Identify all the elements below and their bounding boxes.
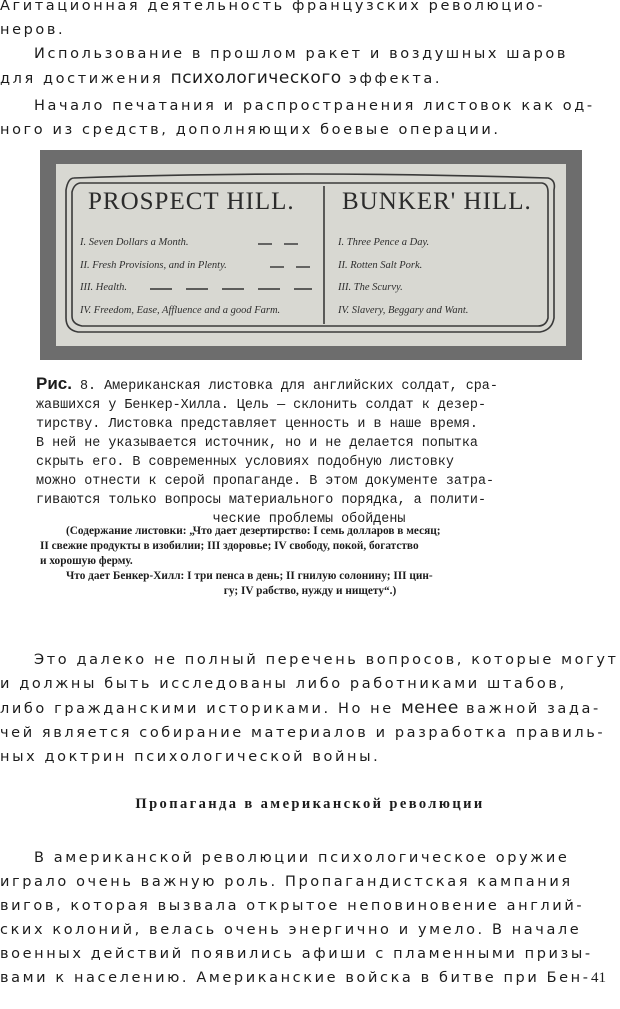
- text-fragment: либо гражданскими историками. Но не: [0, 701, 394, 717]
- caption-line: можно отнести к серой пропаганде. В этом документе затра-: [36, 474, 495, 489]
- intro-list: [0, 42, 606, 91]
- text-fragment: для достижения: [0, 71, 164, 87]
- leaflet-left-item: I. Seven Dollars a Month.: [80, 237, 189, 248]
- caption-text: 8. Американская листовка для английских солдат, сра-: [71, 379, 498, 394]
- text-fragment: психологического: [170, 68, 342, 88]
- intro-list: [0, 94, 606, 142]
- text-line: ских колоний, велась очень энергично и умело. В начале: [0, 922, 582, 938]
- caption-line: гиваются только вопросы материального порядка, а полити-: [36, 493, 486, 508]
- text-line: Начало печатания и распространения листовок как од-: [34, 98, 595, 114]
- caption-line: [36, 374, 582, 396]
- figure-caption: [36, 374, 582, 529]
- page-number: 41: [591, 970, 606, 986]
- text-fragment: важной зада-: [466, 701, 601, 717]
- text-line: неров.: [0, 22, 66, 38]
- text-line: ных доктрин психологической войны.: [0, 749, 381, 765]
- text-line: Агитационная деятельность французских революцио-: [0, 0, 546, 14]
- leaflet-right-item: I. Three Pence a Day.: [338, 237, 430, 248]
- text-fragment: менее: [400, 698, 459, 718]
- text-line: ного из средств, дополняющих боевые операции.: [0, 122, 501, 138]
- caption-line: ческие проблемы обойдены: [212, 512, 406, 527]
- text-line: [0, 696, 606, 721]
- figure-label: Рис.: [36, 374, 72, 393]
- leaflet-left-item: IV. Freedom, Ease, Affluence and a good Farm.: [80, 305, 281, 316]
- leaflet-right-item: II. Rotten Salt Pork.: [338, 260, 423, 271]
- text-line: Это далеко не полный перечень вопросов, которые могут: [34, 652, 619, 668]
- note-line: и хорошую ферму.: [40, 555, 133, 567]
- leaflet-right-item: III. The Scurvy.: [338, 282, 403, 293]
- text-line: В американской революции психологическое оружие: [34, 850, 570, 866]
- section-heading: Пропаганда в американской революции: [135, 796, 485, 812]
- text-line: вами к населению. Американские войска в битве при Бен-: [0, 970, 591, 986]
- body-paragraph: [0, 648, 619, 769]
- text-line: [0, 66, 606, 91]
- text-line: чей является собирание материалов и разработка правиль-: [0, 725, 606, 741]
- note-line: (Содержание листовки: „Что дает дезертирство: I семь долларов в месяц;: [66, 525, 441, 537]
- intro-list: [0, 0, 606, 42]
- text-fragment: эффекта.: [348, 71, 443, 87]
- body-paragraph: [0, 846, 606, 990]
- leaflet-left-item: II. Fresh Provisions, and in Plenty.: [80, 260, 227, 271]
- note-line: гу; IV рабство, нужду и нищету“.): [223, 585, 397, 597]
- caption-line: В ней не указывается источник, но и не делается попытка: [36, 436, 478, 451]
- text-line: и должны быть исследованы либо работниками штабов,: [0, 676, 567, 692]
- note-line: II свежие продукты в изобилии; III здоровье; IV свободу, покой, богатство: [40, 540, 419, 552]
- note-line: Что дает Бенкер-Хилл: I три пенса в день; II гнилую солонину; III цин-: [66, 570, 433, 582]
- leaflet-translation-note: [40, 524, 580, 599]
- text-line: военных действий появились афиши с пламенными призы-: [0, 946, 593, 962]
- caption-line: скрыть его. В современных условиях подобную листовку: [36, 455, 454, 470]
- leaflet-image: [40, 150, 582, 360]
- caption-line: тирству. Листовка представляет ценность и в наше время.: [36, 417, 478, 432]
- text-line: Использование в прошлом ракет и воздушных шаров: [34, 46, 569, 62]
- text-line: играло очень важную роль. Пропагандистская кампания: [0, 874, 573, 890]
- leaflet-right-item: IV. Slavery, Beggary and Want.: [338, 305, 469, 316]
- caption-line: жавшихся у Бенкер-Хилла. Цель — склонить солдат к дезер-: [36, 398, 486, 413]
- leaflet-left-title: PROSPECT HILL.: [88, 188, 295, 215]
- leaflet-left-item: III. Health.: [80, 282, 127, 293]
- leaflet-right-title: BUNKER' HILL.: [342, 188, 532, 215]
- text-line: вигов, которая вызвала открытое неповиновение англий-: [0, 898, 585, 914]
